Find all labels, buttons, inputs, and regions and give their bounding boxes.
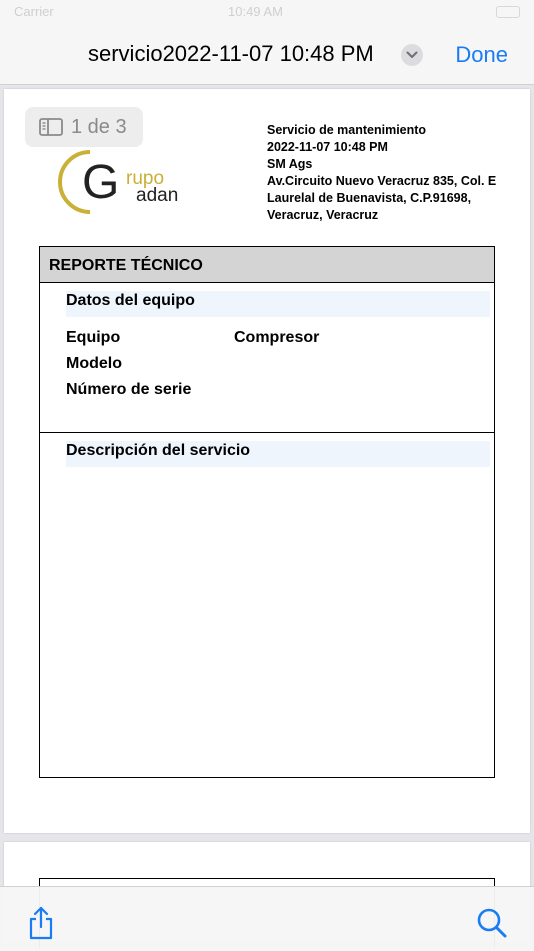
carrier-label: Carrier bbox=[14, 4, 54, 19]
technical-report bbox=[39, 246, 495, 778]
service-type: Servicio de mantenimiento bbox=[267, 123, 427, 137]
search-icon[interactable] bbox=[476, 907, 508, 939]
title-menu-button[interactable] bbox=[401, 44, 423, 66]
equipment-label: Equipo bbox=[66, 329, 121, 346]
navigation-bar bbox=[0, 0, 534, 85]
address-line-3: Veracruz, Veracruz bbox=[267, 208, 379, 222]
grupo-gadan-logo bbox=[52, 146, 202, 216]
page-indicator[interactable] bbox=[25, 107, 143, 147]
section-divider bbox=[40, 432, 494, 433]
battery-icon bbox=[496, 6, 520, 18]
status-bar bbox=[0, 4, 534, 24]
svg-text:G: G bbox=[82, 156, 120, 209]
share-icon[interactable] bbox=[27, 906, 55, 940]
equipment-value: Compresor bbox=[234, 329, 320, 346]
model-label: Modelo bbox=[66, 355, 122, 372]
logo-text-rupo: rupo bbox=[126, 168, 165, 189]
status-time: 10:49 AM bbox=[228, 4, 283, 19]
equipment-section-title bbox=[66, 291, 490, 317]
page-count-label: 1 de 3 bbox=[71, 115, 127, 138]
equipment-section-label: Datos del equipo bbox=[66, 292, 195, 309]
address-line-1: Av.Circuito Nuevo Veracruz 835, Col. E bbox=[267, 174, 497, 188]
branch-name: SM Ags bbox=[267, 157, 313, 171]
bottom-toolbar bbox=[0, 886, 534, 951]
chevron-down-icon bbox=[406, 51, 418, 59]
service-description-label: Descripción del servicio bbox=[66, 442, 251, 459]
report-title: REPORTE TÉCNICO bbox=[40, 247, 494, 283]
service-datetime: 2022-11-07 10:48 PM bbox=[267, 140, 388, 154]
serial-number-label: Número de serie bbox=[66, 381, 192, 398]
service-description-title bbox=[66, 441, 490, 467]
logo-text-adan: adan bbox=[136, 185, 179, 206]
sidebar-icon bbox=[39, 118, 63, 136]
company-info bbox=[267, 122, 496, 224]
address-line-2: Laurelal de Buenavista, C.P.91698, bbox=[267, 191, 472, 205]
done-button[interactable]: Done bbox=[455, 42, 508, 67]
document-title[interactable]: servicio2022-11-07 10:48 PM bbox=[88, 41, 374, 66]
